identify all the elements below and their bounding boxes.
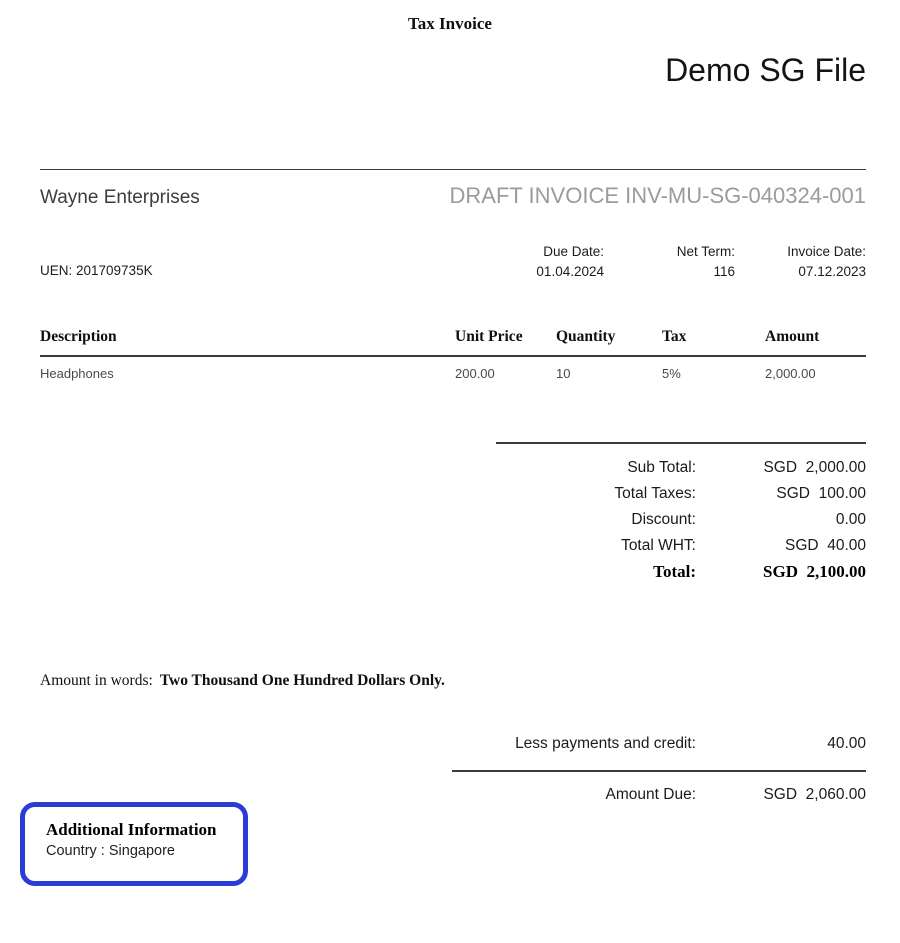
total-taxes-label: Total Taxes: xyxy=(614,485,696,502)
uen-number: UEN: 201709735K xyxy=(40,263,153,278)
file-title: Demo SG File xyxy=(665,52,866,88)
item-tax: 5% xyxy=(662,366,681,381)
additional-info-box xyxy=(20,802,248,886)
amount-due-label: Amount Due: xyxy=(605,786,696,803)
item-amount: 2,000.00 xyxy=(765,366,816,381)
col-header-description: Description xyxy=(40,328,117,345)
additional-info-title: Additional Information xyxy=(46,820,217,839)
invoice-date-value: 07.12.2023 xyxy=(798,264,866,279)
col-header-tax: Tax xyxy=(662,328,687,345)
invoice-meta-row xyxy=(40,244,866,279)
table-row xyxy=(40,357,866,381)
amount-in-words xyxy=(40,672,445,690)
total-taxes-value: SGD 100.00 xyxy=(776,485,866,502)
amount-due-value: SGD 2,060.00 xyxy=(763,786,866,803)
meta-col-invoice-date xyxy=(735,244,866,279)
meta-columns xyxy=(473,244,866,279)
company-name: Wayne Enterprises xyxy=(40,187,200,208)
subtotal-row xyxy=(452,455,866,481)
amount-due-row xyxy=(452,782,866,808)
line-items-table xyxy=(40,328,866,381)
grand-total-row xyxy=(452,559,866,585)
additional-info-country: Country : Singapore xyxy=(46,843,175,859)
amount-due-divider xyxy=(452,770,866,772)
table-header-row xyxy=(40,328,866,357)
meta-col-net-term xyxy=(604,244,735,279)
discount-label: Discount: xyxy=(631,511,696,528)
less-payments-row xyxy=(452,731,866,757)
col-header-amount: Amount xyxy=(765,328,820,345)
draft-invoice-number: DRAFT INVOICE INV-MU-SG-040324-001 xyxy=(449,183,866,208)
totals-top-divider xyxy=(496,442,866,444)
amount-in-words-label: Amount in words: xyxy=(40,672,153,689)
discount-value: 0.00 xyxy=(835,511,866,528)
invoice-date-label: Invoice Date: xyxy=(787,244,866,259)
item-unit-price: 200.00 xyxy=(455,366,495,381)
company-row xyxy=(40,183,866,209)
col-header-quantity: Quantity xyxy=(556,328,616,345)
item-description: Headphones xyxy=(40,366,114,381)
header-divider xyxy=(40,169,866,170)
subtotal-label: Sub Total: xyxy=(627,459,696,476)
net-term-label: Net Term: xyxy=(676,244,735,259)
item-quantity: 10 xyxy=(556,366,571,381)
totals-section xyxy=(452,455,866,585)
due-date-label: Due Date: xyxy=(543,244,604,259)
subtotal-value: SGD 2,000.00 xyxy=(763,459,866,476)
meta-col-due-date xyxy=(473,244,604,279)
less-payments-label: Less payments and credit: xyxy=(515,735,696,752)
total-wht-value: SGD 40.00 xyxy=(785,537,866,554)
net-term-value: 116 xyxy=(713,264,735,279)
grand-total-label: Total: xyxy=(653,562,696,581)
total-wht-label: Total WHT: xyxy=(621,537,696,554)
total-wht-row xyxy=(452,533,866,559)
doc-type-title: Tax Invoice xyxy=(408,14,492,33)
amount-in-words-value: Two Thousand One Hundred Dollars Only. xyxy=(159,672,445,689)
discount-row xyxy=(452,507,866,533)
due-date-value: 01.04.2024 xyxy=(536,264,604,279)
total-taxes-row xyxy=(452,481,866,507)
less-payments-value: 40.00 xyxy=(827,735,866,752)
col-header-unit-price: Unit Price xyxy=(455,328,523,345)
grand-total-value: SGD 2,100.00 xyxy=(763,562,866,581)
